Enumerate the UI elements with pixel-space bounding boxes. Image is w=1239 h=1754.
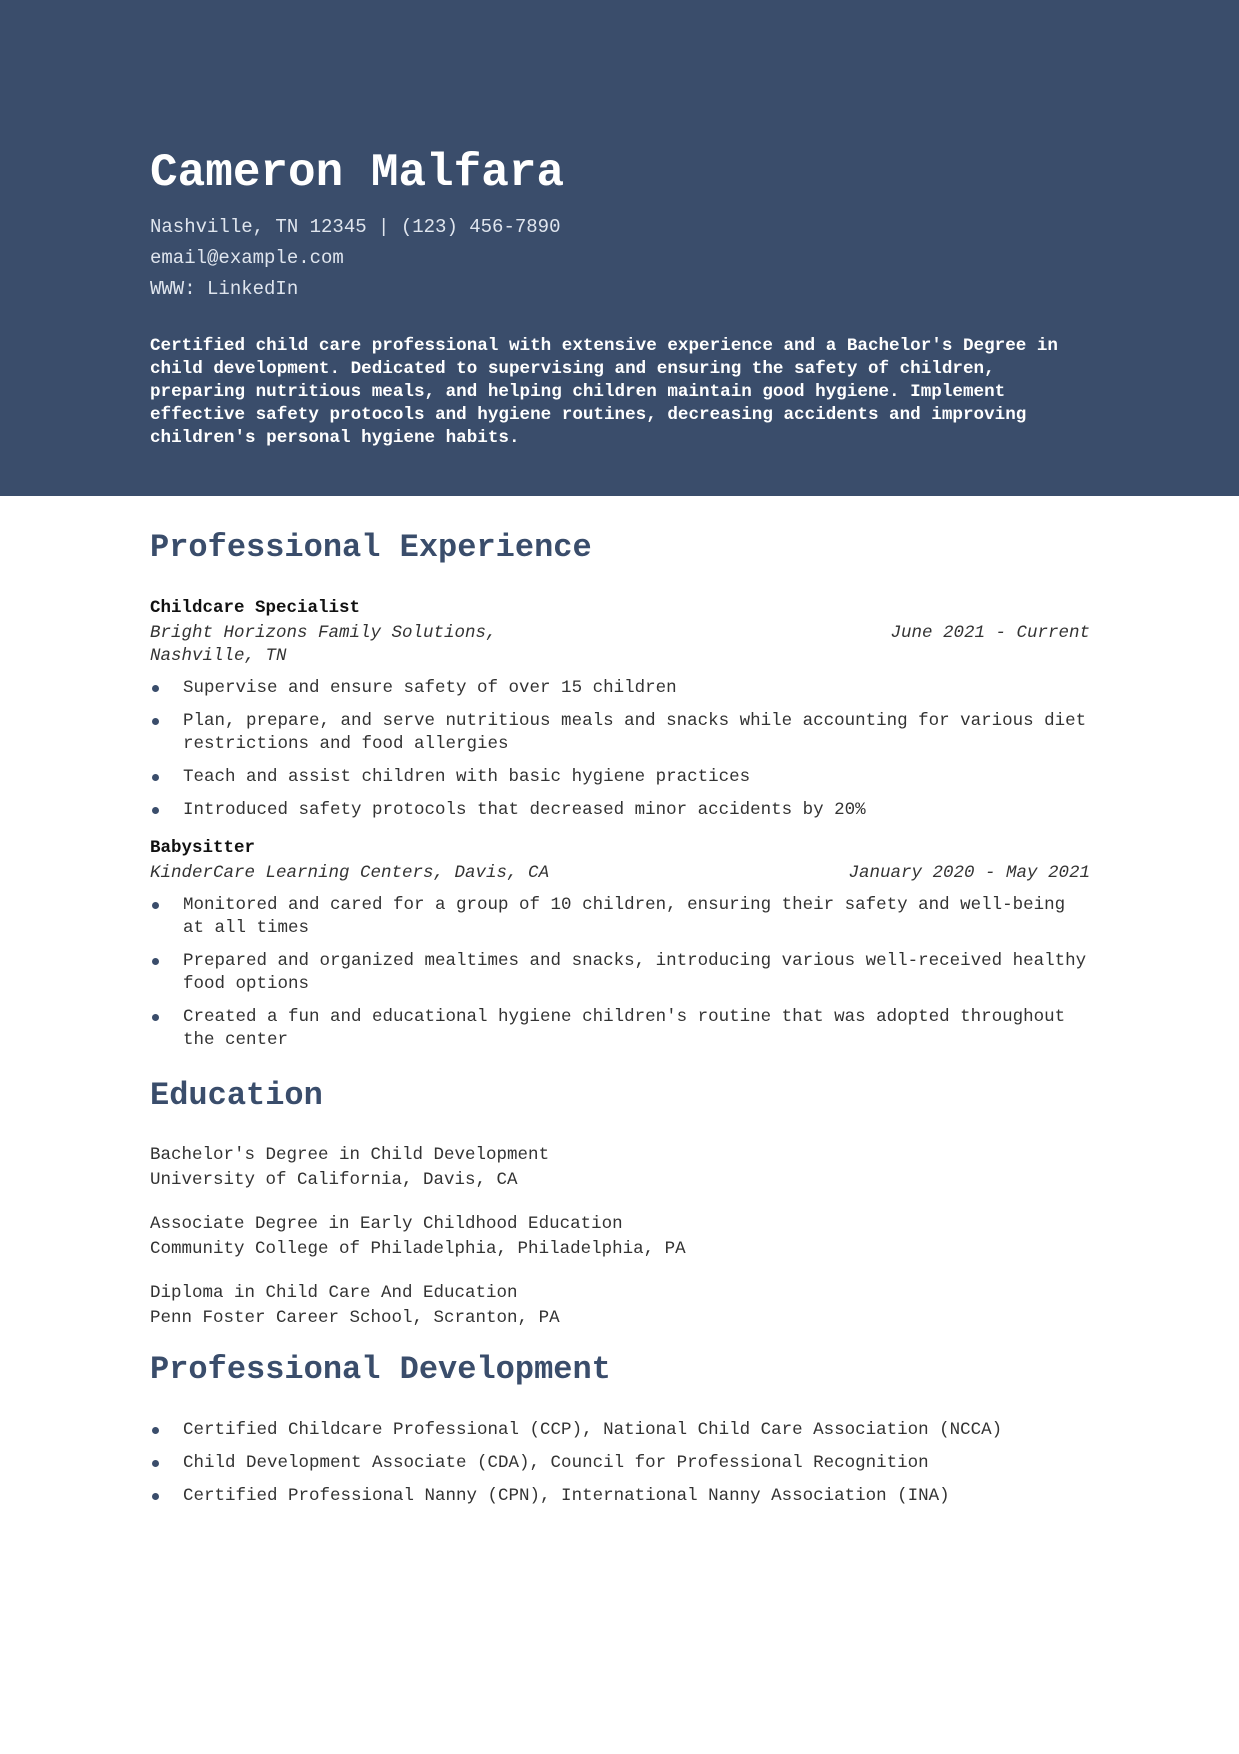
school: Penn Foster Career School, Scranton, PA xyxy=(150,1308,560,1328)
list-item xyxy=(150,766,1090,789)
header-content xyxy=(150,146,1100,450)
job-entry xyxy=(150,597,1090,822)
email: email@example.com xyxy=(150,247,344,269)
degree: Bachelor's Degree in Child Development xyxy=(150,1145,550,1165)
section-title-education: Education xyxy=(150,1077,323,1114)
degree: Diploma in Child Care And Education xyxy=(150,1283,518,1303)
school: University of California, Davis, CA xyxy=(150,1170,518,1190)
bullet-icon xyxy=(152,1460,159,1467)
development-list xyxy=(150,1419,1090,1508)
professional-summary: Certified child care professional with extensive experience and a Bachelor's Degree in child development. Dedicated to supervising and ensuring the safety of children, preparing nutritious meals, and helping children maintain good hygiene. Implement effective safety protocols and hygiene routines, decreasing accidents and improving children's personal hygiene habits. xyxy=(150,336,1058,448)
job-company: KinderCare Learning Centers, Davis, CA xyxy=(150,863,550,883)
job-bullets xyxy=(150,677,1090,822)
job-title: Babysitter xyxy=(150,838,256,858)
resume-body xyxy=(150,528,1090,1518)
job-dates: January 2020 - May 2021 xyxy=(848,863,1090,883)
education-item xyxy=(150,1281,1090,1331)
job-dates: June 2021 - Current xyxy=(890,623,1090,643)
bullet-text: Certified Childcare Professional (CCP), National Child Care Association (NCCA) xyxy=(183,1420,1003,1440)
bullet-icon xyxy=(152,1014,159,1021)
website-link[interactable]: WWW: LinkedIn xyxy=(150,278,299,300)
job-company: Bright Horizons Family Solutions, Nashville, TN xyxy=(150,623,497,666)
list-item xyxy=(150,799,1090,822)
bullet-icon xyxy=(152,1427,159,1434)
location-phone: Nashville, TN 12345 | (123) 456-7890 xyxy=(150,216,561,238)
bullet-icon xyxy=(152,807,159,814)
bullet-text: Monitored and cared for a group of 10 children, ensuring their safety and well-being at all times xyxy=(183,895,1066,938)
job-meta xyxy=(150,862,1090,885)
bullet-text: Teach and assist children with basic hygiene practices xyxy=(183,767,751,787)
school: Community College of Philadelphia, Philadelphia, PA xyxy=(150,1239,686,1259)
bullet-text: Prepared and organized mealtimes and snacks, introducing various well-received healthy food options xyxy=(183,951,1087,994)
resume-header xyxy=(0,0,1239,496)
job-title: Childcare Specialist xyxy=(150,598,361,618)
section-title-development: Professional Development xyxy=(150,1351,611,1388)
bullet-text: Created a fun and educational hygiene children's routine that was adopted throughout the center xyxy=(183,1007,1066,1050)
bullet-text: Certified Professional Nanny (CPN), International Nanny Association (INA) xyxy=(183,1486,950,1506)
list-item xyxy=(150,677,1090,700)
bullet-icon xyxy=(152,685,159,692)
bullet-text: Child Development Associate (CDA), Council for Professional Recognition xyxy=(183,1453,929,1473)
list-item xyxy=(150,950,1090,996)
degree: Associate Degree in Early Childhood Education xyxy=(150,1214,623,1234)
bullet-icon xyxy=(152,718,159,725)
education-item xyxy=(150,1143,1090,1193)
bullet-text: Supervise and ensure safety of over 15 children xyxy=(183,678,677,698)
bullet-icon xyxy=(152,774,159,781)
bullet-icon xyxy=(152,902,159,909)
job-bullets xyxy=(150,894,1090,1052)
education-item xyxy=(150,1212,1090,1262)
list-item xyxy=(150,1419,1090,1442)
list-item xyxy=(150,1006,1090,1052)
list-item xyxy=(150,710,1090,756)
job-meta xyxy=(150,622,1090,668)
section-title-experience: Professional Experience xyxy=(150,529,592,566)
bullet-icon xyxy=(152,958,159,965)
list-item xyxy=(150,894,1090,940)
bullet-text: Introduced safety protocols that decreased minor accidents by 20% xyxy=(183,800,866,820)
list-item xyxy=(150,1485,1090,1508)
bullet-text: Plan, prepare, and serve nutritious meals and snacks while accounting for various diet restrictions and food allergies xyxy=(183,711,1087,754)
list-item xyxy=(150,1452,1090,1475)
job-entry xyxy=(150,837,1090,1052)
bullet-icon xyxy=(152,1493,159,1500)
education-list xyxy=(150,1143,1090,1331)
candidate-name: Cameron Malfara xyxy=(150,147,565,199)
